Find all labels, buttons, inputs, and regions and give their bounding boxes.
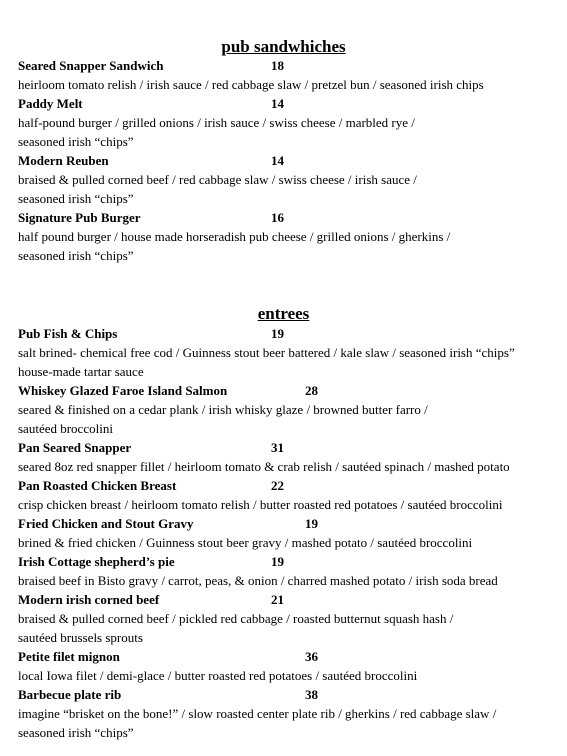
item-price: 38: [305, 687, 318, 702]
item-name: Fried Chicken and Stout Gravy: [18, 516, 194, 531]
item-description: house-made tartar sauce: [18, 364, 144, 379]
item-description: seared & finished on a cedar plank / irish whisky glaze / browned butter farro /: [18, 402, 428, 417]
item-name: Whiskey Glazed Faroe Island Salmon: [18, 383, 228, 398]
item-name: Pub Fish & Chips: [18, 326, 118, 341]
item-description: braised & pulled corned beef / pickled red cabbage / roasted butternut squash hash /: [18, 611, 454, 626]
item-price: 28: [305, 383, 318, 398]
item-description: imagine “brisket on the bone!” / slow roasted center plate rib / gherkins / red cabbage slaw /: [18, 706, 497, 721]
item-price: 36: [305, 649, 318, 664]
item-price: 22: [271, 478, 284, 493]
item-price: 19: [271, 554, 284, 569]
item-name: Modern Reuben: [18, 153, 109, 168]
item-description: seared 8oz red snapper fillet / heirloom tomato & crab relish / sautéed spinach / mashed potato: [18, 459, 510, 474]
item-name: Pan Seared Snapper: [18, 440, 132, 455]
item-description: seasoned irish “chips”: [18, 248, 134, 263]
item-price: 14: [271, 153, 284, 168]
item-description: sautéed broccolini: [18, 421, 113, 436]
item-description: seasoned irish “chips”: [18, 191, 134, 206]
item-name: Petite filet mignon: [18, 649, 120, 664]
item-description: braised beef in Bisto gravy / carrot, peas, & onion / charred mashed potato / irish soda bread: [18, 573, 498, 588]
item-price: 19: [305, 516, 318, 531]
item-name: Irish Cottage shepherd’s pie: [18, 554, 175, 569]
item-description: half pound burger / house made horseradish pub cheese / grilled onions / gherkins /: [18, 229, 451, 244]
item-price: 14: [271, 96, 284, 111]
item-price: 31: [271, 440, 284, 455]
section-title-entrees: entrees: [257, 304, 310, 323]
item-name: Seared Snapper Sandwich: [18, 58, 164, 73]
item-description: crisp chicken breast / heirloom tomato relish / butter roasted red potatoes / sautéed broccolini: [18, 497, 503, 512]
item-price: 19: [271, 326, 284, 341]
item-price: 16: [271, 210, 284, 225]
item-description: seasoned irish “chips”: [18, 725, 134, 740]
item-description: local Iowa filet / demi-glace / butter roasted red potatoes / sautéed broccolini: [18, 668, 418, 683]
item-price: 18: [271, 58, 284, 73]
item-description: salt brined- chemical free cod / Guinness stout beer battered / kale slaw / seasoned irish “chips”: [18, 345, 515, 360]
item-name: Paddy Melt: [18, 96, 83, 111]
section-title-pub-sandwiches: pub sandwhiches: [221, 37, 346, 56]
item-name: Signature Pub Burger: [18, 210, 141, 225]
item-description: sautéed brussels sprouts: [18, 630, 143, 645]
item-name: Barbecue plate rib: [18, 687, 122, 702]
item-description: braised & pulled corned beef / red cabbage slaw / swiss cheese / irish sauce /: [18, 172, 417, 187]
item-name: Modern irish corned beef: [18, 592, 160, 607]
item-description: brined & fried chicken / Guinness stout beer gravy / mashed potato / sautéed broccolini: [18, 535, 473, 550]
item-description: seasoned irish “chips”: [18, 134, 134, 149]
item-price: 21: [271, 592, 284, 607]
item-name: Pan Roasted Chicken Breast: [18, 478, 177, 493]
item-description: heirloom tomato relish / irish sauce / red cabbage slaw / pretzel bun / seasoned irish chips: [18, 77, 484, 92]
item-description: half-pound burger / grilled onions / irish sauce / swiss cheese / marbled rye /: [18, 115, 415, 130]
